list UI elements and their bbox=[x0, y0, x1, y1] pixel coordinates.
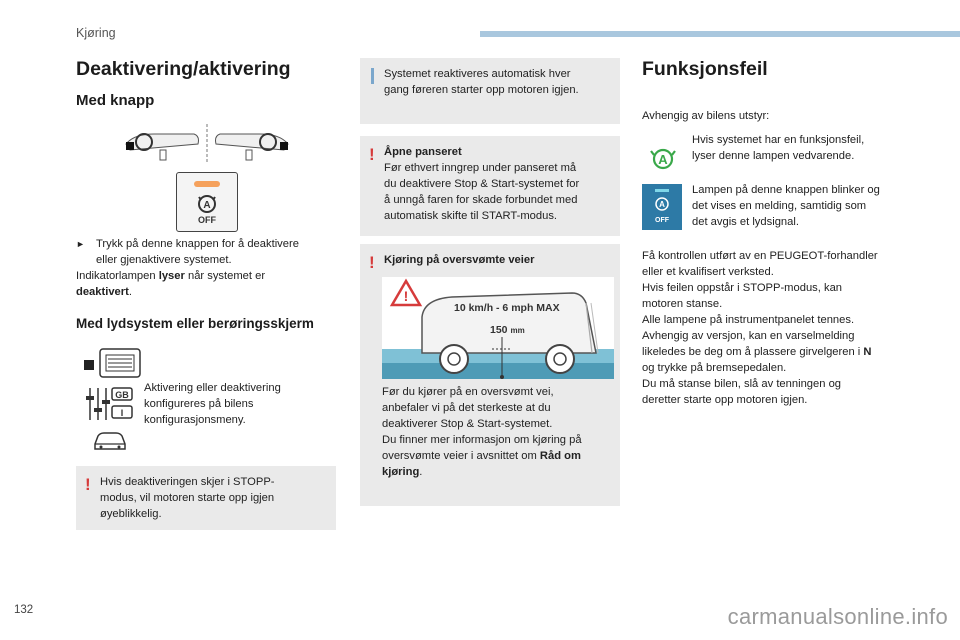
deactivated-bold: deaktivert bbox=[76, 286, 129, 298]
warning-box-flooded-roads bbox=[360, 244, 620, 506]
touchscreen-menu-icon bbox=[84, 346, 142, 380]
warn-line-3: øyeblikkelig. bbox=[100, 508, 162, 520]
flood-line-3: deaktiverer Stop & Start-systemet. bbox=[382, 418, 553, 430]
stop-start-blue-button bbox=[642, 184, 682, 230]
flood-line-1: Før du kjører på en oversvømt vei, bbox=[382, 386, 554, 398]
warning-icon: ! bbox=[369, 253, 375, 272]
svg-text:!: ! bbox=[403, 288, 409, 304]
button-line-3: det avgis et lydsignal. bbox=[692, 216, 799, 228]
flood-line-5 bbox=[382, 448, 614, 464]
bullet-text-1: Trykk på denne knappen for å deaktivere bbox=[96, 238, 299, 250]
indicator-bold: lyser bbox=[158, 270, 185, 282]
stop-start-icon bbox=[195, 193, 219, 215]
info-line-2: gang føreren starter opp motoren igjen. bbox=[384, 84, 579, 96]
button-line-1: Lampen på denne knappen blinker og bbox=[692, 184, 880, 196]
warning-box-stop-mode bbox=[76, 466, 336, 530]
malfunction-line-3: Hvis feilen oppstår i STOPP-modus, kan bbox=[642, 282, 843, 294]
flood-text bbox=[382, 384, 614, 480]
malfunction-line-7 bbox=[642, 344, 912, 360]
malfunction-paragraph bbox=[642, 248, 912, 408]
indicator-lamp bbox=[194, 181, 220, 187]
stop-start-fault-lamp-icon bbox=[648, 146, 678, 172]
svg-text:A: A bbox=[658, 152, 668, 167]
button-line-2: det vises en melding, samtidig som bbox=[692, 200, 867, 212]
hood-line-4: automatisk skifte til START-modus. bbox=[384, 210, 558, 222]
water-depth-label bbox=[490, 324, 525, 336]
flood-line-6 bbox=[382, 464, 614, 480]
stop-start-icon bbox=[653, 195, 671, 213]
hood-line-1: Før ethvert inngrep under panseret må bbox=[384, 162, 577, 174]
flood-line-2: anbefaler vi på det sterkeste at du bbox=[382, 402, 551, 414]
flood-title: Kjøring på oversvømte veier bbox=[384, 254, 535, 266]
deactivated-text bbox=[76, 284, 326, 300]
indicator-suffix: når systemet er bbox=[184, 270, 266, 282]
button-off-label: OFF bbox=[198, 215, 216, 225]
hood-title: Åpne panseret bbox=[384, 146, 462, 158]
svg-text:A: A bbox=[203, 200, 211, 211]
malfunction-line-7-bold: N bbox=[863, 346, 872, 358]
info-line-1: Systemet reaktiveres automatisk hver bbox=[384, 68, 571, 80]
malfunction-line-7-prefix: likeledes be deg om å plassere girvelgeren i bbox=[642, 346, 864, 358]
deactivated-period: . bbox=[128, 286, 132, 298]
info-box-reactivation bbox=[360, 58, 620, 124]
flood-line-4: Du finner mer informasjon om kjøring på bbox=[382, 434, 582, 446]
indicator-text bbox=[76, 268, 326, 284]
depth-unit: mm bbox=[510, 326, 525, 335]
settings-sliders-icon bbox=[84, 386, 134, 422]
hood-line-3: å unngå faren for skade forbundet med bbox=[384, 194, 578, 206]
malfunction-line-2: eller et kvalifisert verksted. bbox=[642, 266, 774, 278]
malfunction-line-6: Avhengig av versjon, kan en varselmelding bbox=[642, 330, 855, 342]
blue-button-off-label: OFF bbox=[655, 217, 669, 224]
warn-line-1: Hvis deaktiveringen skjer i STOPP- bbox=[100, 476, 275, 488]
lamp-line-1: Hvis systemet har en funksjonsfeil, bbox=[692, 134, 865, 146]
malfunction-line-9: Du må stanse bilen, slå av tenningen og bbox=[642, 378, 842, 390]
title-deactivation: Deaktivering/aktivering bbox=[76, 58, 291, 80]
hood-line-2: du deaktivere Stop & Start-systemet for bbox=[384, 178, 580, 190]
malfunction-line-8: og trykke på bremsepedalen. bbox=[642, 362, 787, 374]
malfunction-line-10: deretter starte opp motoren igjen. bbox=[642, 394, 808, 406]
lamp-line-2: lyser denne lampen vedvarende. bbox=[692, 150, 855, 162]
flood-line-5-bold: Råd om bbox=[539, 450, 581, 462]
flag-i-label: I bbox=[120, 408, 124, 418]
flag-gb-label: GB bbox=[115, 390, 129, 400]
watermark: carmanualsonline.info bbox=[727, 604, 948, 629]
flood-line-6-bold: kjøring bbox=[382, 466, 420, 478]
config-line-2: konfigureres på bilens bbox=[144, 398, 254, 410]
svg-text:A: A bbox=[659, 200, 665, 209]
depth-value: 150 bbox=[490, 324, 508, 336]
warning-icon: ! bbox=[85, 475, 91, 494]
bullet-arrow-icon: ► bbox=[76, 239, 85, 249]
section-label: Kjøring bbox=[76, 26, 116, 40]
flood-line-6-suffix: . bbox=[419, 466, 423, 478]
bullet-press-button bbox=[76, 236, 326, 300]
warning-box-open-hood bbox=[360, 136, 620, 236]
info-icon bbox=[371, 68, 374, 84]
config-line-3: konfigurasjonsmeny. bbox=[144, 414, 246, 426]
config-text bbox=[144, 380, 324, 428]
malfunction-line-5: Alle lampene på instrumentpanelet tennes. bbox=[642, 314, 855, 326]
malfunction-line-1: Få kontrollen utført av en PEUGEOT-forhandler bbox=[642, 250, 878, 262]
malfunction-line-4: motoren stanse. bbox=[642, 298, 723, 310]
button-blink-text bbox=[692, 182, 912, 230]
stop-start-off-button[interactable] bbox=[176, 172, 238, 232]
equipment-text: Avhengig av bilens utstyr: bbox=[642, 110, 770, 122]
subtitle-with-button: Med knapp bbox=[76, 92, 155, 109]
speed-limit-label: 10 km/h - 6 mph MAX bbox=[454, 302, 560, 314]
header-accent-bar bbox=[480, 31, 960, 37]
bullet-text-2: eller gjenaktivere systemet. bbox=[96, 254, 232, 266]
config-line-1: Aktivering eller deaktivering bbox=[144, 382, 281, 394]
flood-line-5-prefix: oversvømte veier i avsnittet om bbox=[382, 450, 540, 462]
blue-button-led bbox=[655, 189, 669, 192]
warning-icon: ! bbox=[369, 145, 375, 164]
lamp-text bbox=[692, 132, 912, 164]
warn-line-2: modus, vil motoren starte opp igjen bbox=[100, 492, 275, 504]
title-malfunction: Funksjonsfeil bbox=[642, 58, 768, 80]
car-icon bbox=[92, 430, 128, 452]
subtitle-audio-touchscreen: Med lydsystem eller berøringsskjerm bbox=[76, 316, 314, 331]
dashboard-button-location-illustration bbox=[124, 124, 290, 164]
indicator-prefix: Indikatorlampen bbox=[76, 270, 159, 282]
page-number: 132 bbox=[14, 604, 34, 616]
